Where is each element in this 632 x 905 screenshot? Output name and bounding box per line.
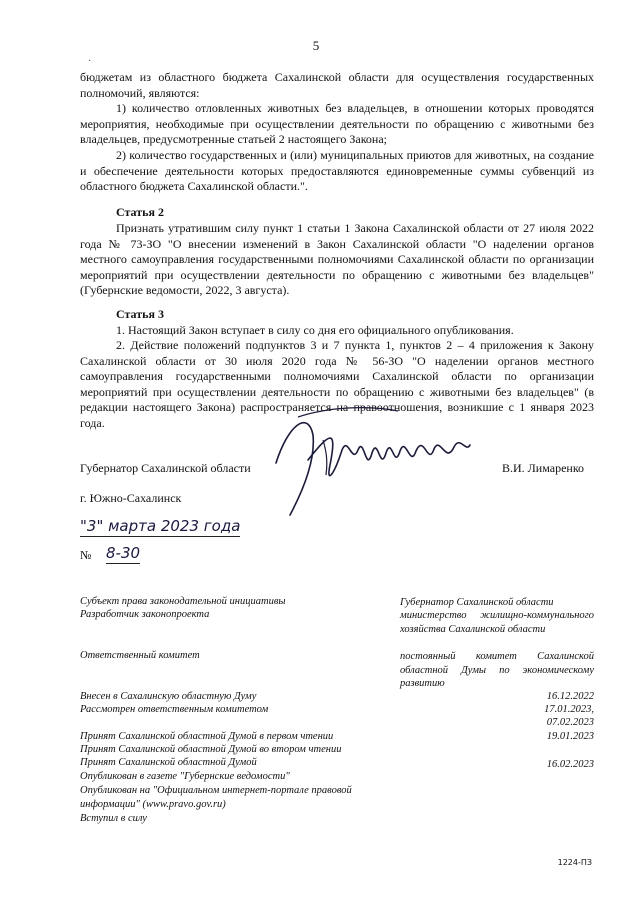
info-value-considered: 17.01.2023, (544, 704, 594, 715)
scan-mark: · (88, 56, 92, 67)
info-label-committee: Ответственный комитет (80, 650, 200, 661)
governor-name: В.И. Лимаренко (502, 461, 585, 475)
info-label-developer: Разработчик законопроекта (80, 609, 210, 620)
document-code: 1224-ПЗ (557, 858, 592, 867)
article-2-heading: Статья 2 (116, 205, 164, 219)
info-label-second-reading: Принят Сахалинской областной Думой во втором чтении (80, 744, 342, 755)
article-3-heading: Статья 3 (116, 307, 164, 321)
info-value-initiative: Губернатор Сахалинской области (400, 597, 554, 608)
page-number: 5 (312, 38, 320, 53)
handwritten-number: 8-30 (106, 544, 141, 562)
info-label-in-force: Вступил в силу (80, 813, 147, 824)
info-label-published-newspaper: Опубликован в газете "Губернские ведомости" (80, 771, 290, 782)
article-3-para-2: 2. Действие положений подпунктов 3 и 7 пункта 1, пунктов 2 – 4 приложения к Закону Сахалинской области от 30 июля 2020 года № 56-ЗО "О наделении органов местного самоуправления государственными полномочиями Сахалинской области по организации мероприятий при осуществлении деятельности по обращению с животными без владельцев" (в редакции настоящего Закона) распространяется на правоотношения, возникшие с 1 января 2023 года. (80, 338, 594, 430)
info-value-developer: министерство жилищно-коммунального хозяйства Сахалинской области (400, 610, 594, 635)
city: г. Южно-Сахалинск (80, 491, 182, 505)
info-label-adopted: Принят Сахалинской областной Думой (80, 757, 257, 768)
governor-title: Губернатор Сахалинской области (80, 461, 251, 475)
article-2-text: Признать утратившим силу пункт 1 статьи 1 Закона Сахалинской области от 27 июля 2022 года № 73-ЗО "О внесении изменений в Закон Сахалинской области "О наделении органов местного самоуправления государственными полномочиями Сахалинской области по организации мероприятий при осуществлении деятельности по обращению с животными без владельцев" (Губернские ведомости, 2022, 3 августа). (80, 221, 594, 298)
info-value-considered-2: 07.02.2023 (546, 717, 594, 728)
handwritten-signature (268, 405, 478, 520)
article-3-para-1: 1. Настоящий Закон вступает в силу со дня его официального опубликования. (116, 323, 514, 337)
item-2: 2) количество государственных и (или) муниципальных приютов для животных, на создание и обеспечение деятельности которых предоставляются единовременные суммы субвенций из областного бюджета Сахалинской области.". (80, 148, 594, 194)
info-label-first-reading: Принят Сахалинской областной Думой в первом чтении (80, 731, 334, 742)
handwritten-date: "3" марта 2023 года (80, 517, 241, 535)
info-label-published-portal: Опубликован на "Официальном интернет-портале правовой (80, 785, 352, 796)
number-label: № (80, 548, 92, 562)
info-label-published-portal-2: информации" (www.pravo.gov.ru) (80, 799, 226, 810)
info-value-introduced: 16.12.2022 (546, 691, 594, 702)
info-label-initiative: Субъект права законодательной инициативы (80, 596, 286, 607)
info-label-introduced: Внесен в Сахалинскую областную Думу (80, 691, 257, 702)
info-label-considered: Рассмотрен ответственным комитетом (80, 704, 269, 715)
item-1: 1) количество отловленных животных без владельцев, в отношении которых проводятся мероприятия, необходимые при осуществлении деятельности по обращению с животными без владельцев, предусмотренные статьей 2 настоящего Закона; (80, 101, 594, 147)
info-value-adopted: 16.02.2023 (546, 759, 594, 770)
info-value-first-reading: 19.01.2023 (546, 731, 594, 742)
info-value-committee: постоянный комитет Сахалинской областной Думы по экономическому развитию (400, 651, 594, 689)
continuation-text: бюджетам из областного бюджета Сахалинской области для осуществления государственных полномочий, являются: (80, 70, 594, 100)
